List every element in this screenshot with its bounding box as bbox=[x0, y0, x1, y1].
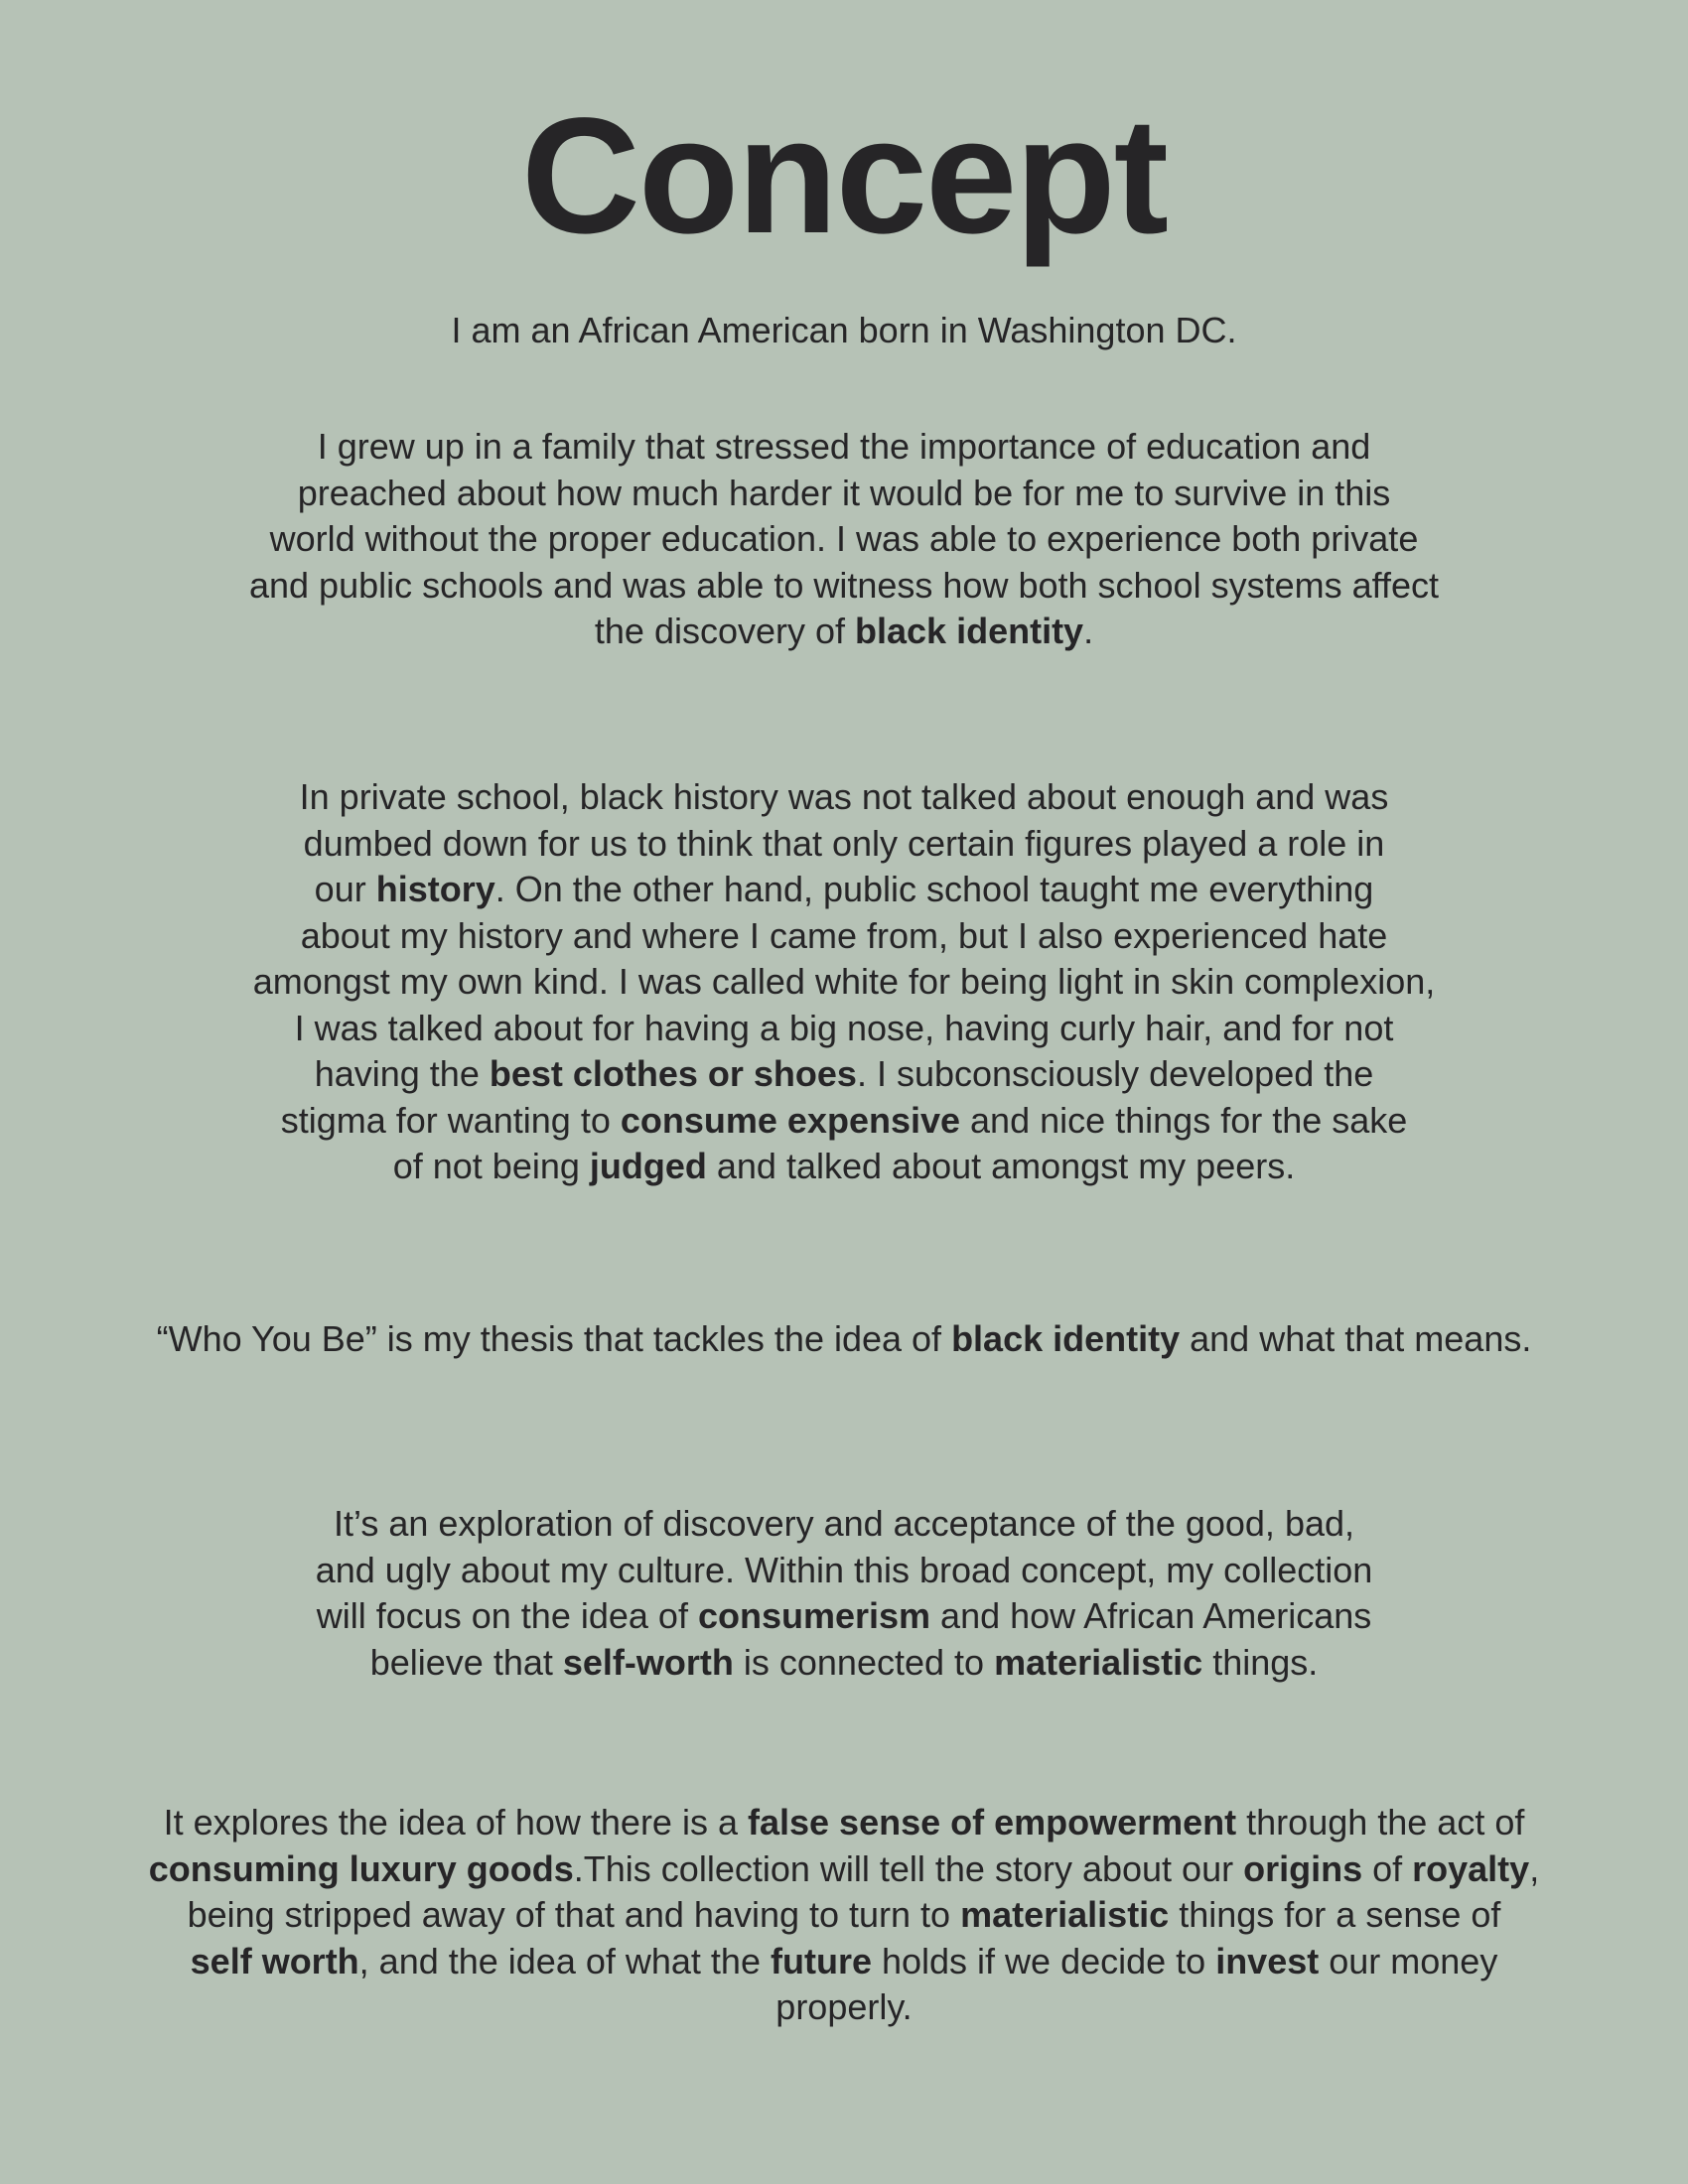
text-run: In private school, black history was not talked about enough and was bbox=[299, 776, 1389, 817]
text-line bbox=[0, 1939, 1688, 1985]
text-run: and nice things for the sake bbox=[960, 1099, 1408, 1141]
text-run: and what that means. bbox=[1180, 1318, 1532, 1359]
text-run: holds if we decide to bbox=[871, 1940, 1216, 1981]
text-run: , and the idea of what the bbox=[358, 1940, 771, 1981]
text-line bbox=[0, 913, 1688, 960]
emphasized-text: origins bbox=[1243, 1847, 1363, 1889]
text-run: of bbox=[1362, 1847, 1413, 1889]
text-line bbox=[0, 959, 1688, 1006]
text-line bbox=[0, 308, 1688, 354]
text-line bbox=[0, 1548, 1688, 1594]
text-run: about my history and where I came from, but I also experienced hate bbox=[300, 914, 1388, 956]
text-run: . On the other hand, public school taught me everything bbox=[494, 869, 1374, 909]
text-line bbox=[0, 516, 1688, 563]
text-run: believe that bbox=[369, 1641, 563, 1683]
text-run: and how African Americans bbox=[930, 1595, 1372, 1636]
emphasized-text: future bbox=[770, 1940, 872, 1981]
text-line bbox=[0, 1800, 1688, 1846]
emphasized-text: invest bbox=[1215, 1940, 1320, 1981]
text-run: our money bbox=[1319, 1940, 1498, 1981]
text-line bbox=[0, 1846, 1688, 1893]
emphasized-text: black identity bbox=[951, 1318, 1181, 1359]
emphasized-text: self worth bbox=[190, 1940, 359, 1981]
text-run: and talked about amongst my peers. bbox=[706, 1146, 1296, 1186]
emphasized-text: self-worth bbox=[562, 1641, 734, 1683]
text-run: .This collection will tell the story about our bbox=[573, 1847, 1244, 1889]
text-run: is connected to bbox=[733, 1641, 995, 1683]
text-run: preached about how much harder it would be for me to survive in this bbox=[297, 472, 1391, 513]
text-run: I am an African American born in Washington DC. bbox=[451, 310, 1237, 350]
page-title: Concept bbox=[521, 84, 1167, 268]
text-run: I grew up in a family that stressed the importance of education and bbox=[317, 426, 1371, 467]
emphasized-text: royalty bbox=[1412, 1847, 1530, 1889]
text-line bbox=[0, 609, 1688, 655]
text-run: “Who You Be” is my thesis that tackles the idea of bbox=[156, 1318, 952, 1359]
text-run: It explores the idea of how there is a bbox=[163, 1802, 748, 1843]
text-run: and public schools and was able to witness how both school systems affect bbox=[248, 564, 1439, 606]
paragraph-thesis-statement bbox=[0, 1316, 1688, 1363]
text-line bbox=[0, 1006, 1688, 1052]
text-run: amongst my own kind. I was called white for being light in skin complexion, bbox=[252, 961, 1436, 1002]
text-run: the discovery of bbox=[594, 611, 856, 651]
emphasized-text: materialistic bbox=[960, 1894, 1170, 1935]
text-run: and ugly about my culture. Within this broad concept, my collection bbox=[315, 1549, 1373, 1590]
text-line bbox=[0, 867, 1688, 913]
text-line bbox=[0, 424, 1688, 471]
paragraph-origin bbox=[0, 308, 1688, 354]
text-line bbox=[0, 1984, 1688, 2031]
text-run: I was talked about for having a big nose, having curly hair, and for not bbox=[294, 1007, 1394, 1048]
text-run: It’s an exploration of discovery and acceptance of the good, bad, bbox=[333, 1503, 1355, 1544]
text-line bbox=[0, 1501, 1688, 1548]
text-line bbox=[0, 471, 1688, 517]
emphasized-text: consumerism bbox=[697, 1595, 931, 1636]
text-run: through the act of bbox=[1236, 1802, 1525, 1843]
emphasized-text: history bbox=[375, 869, 495, 909]
text-line bbox=[0, 1316, 1688, 1363]
emphasized-text: judged bbox=[589, 1146, 707, 1186]
text-line bbox=[0, 821, 1688, 868]
text-run: things. bbox=[1202, 1641, 1319, 1683]
text-run: stigma for wanting to bbox=[280, 1099, 621, 1141]
text-run: properly. bbox=[775, 1986, 913, 2027]
emphasized-text: best clothes or shoes bbox=[489, 1053, 857, 1094]
paragraph-collection-story bbox=[0, 1800, 1688, 2031]
text-run: being stripped away of that and having to turn to bbox=[187, 1894, 961, 1935]
text-line bbox=[0, 1098, 1688, 1145]
paragraph-school-experience bbox=[0, 774, 1688, 1190]
paragraph-exploration bbox=[0, 1501, 1688, 1686]
text-run: . bbox=[1083, 611, 1094, 651]
text-line bbox=[0, 563, 1688, 610]
text-run: things for a sense of bbox=[1169, 1894, 1501, 1935]
text-line bbox=[0, 1640, 1688, 1687]
text-run: of not being bbox=[392, 1146, 590, 1186]
text-line bbox=[0, 1051, 1688, 1098]
emphasized-text: black identity bbox=[855, 611, 1084, 651]
text-run: will focus on the idea of bbox=[316, 1595, 698, 1636]
text-run: dumbed down for us to think that only certain figures played a role in bbox=[303, 822, 1385, 864]
text-line bbox=[0, 1144, 1688, 1190]
emphasized-text: materialistic bbox=[994, 1641, 1203, 1683]
text-run: world without the proper education. I was able to experience both private bbox=[269, 518, 1419, 559]
text-run: . I subconsciously developed the bbox=[856, 1053, 1374, 1094]
text-run: , bbox=[1529, 1847, 1540, 1889]
text-line bbox=[0, 1892, 1688, 1939]
emphasized-text: consuming luxury goods bbox=[148, 1847, 574, 1889]
text-line bbox=[0, 1593, 1688, 1640]
paragraph-family-education bbox=[0, 424, 1688, 655]
text-run: our bbox=[314, 869, 376, 909]
emphasized-text: false sense of empowerment bbox=[747, 1802, 1237, 1843]
text-line bbox=[0, 774, 1688, 821]
text-run: having the bbox=[314, 1053, 490, 1094]
emphasized-text: consume expensive bbox=[620, 1099, 961, 1141]
